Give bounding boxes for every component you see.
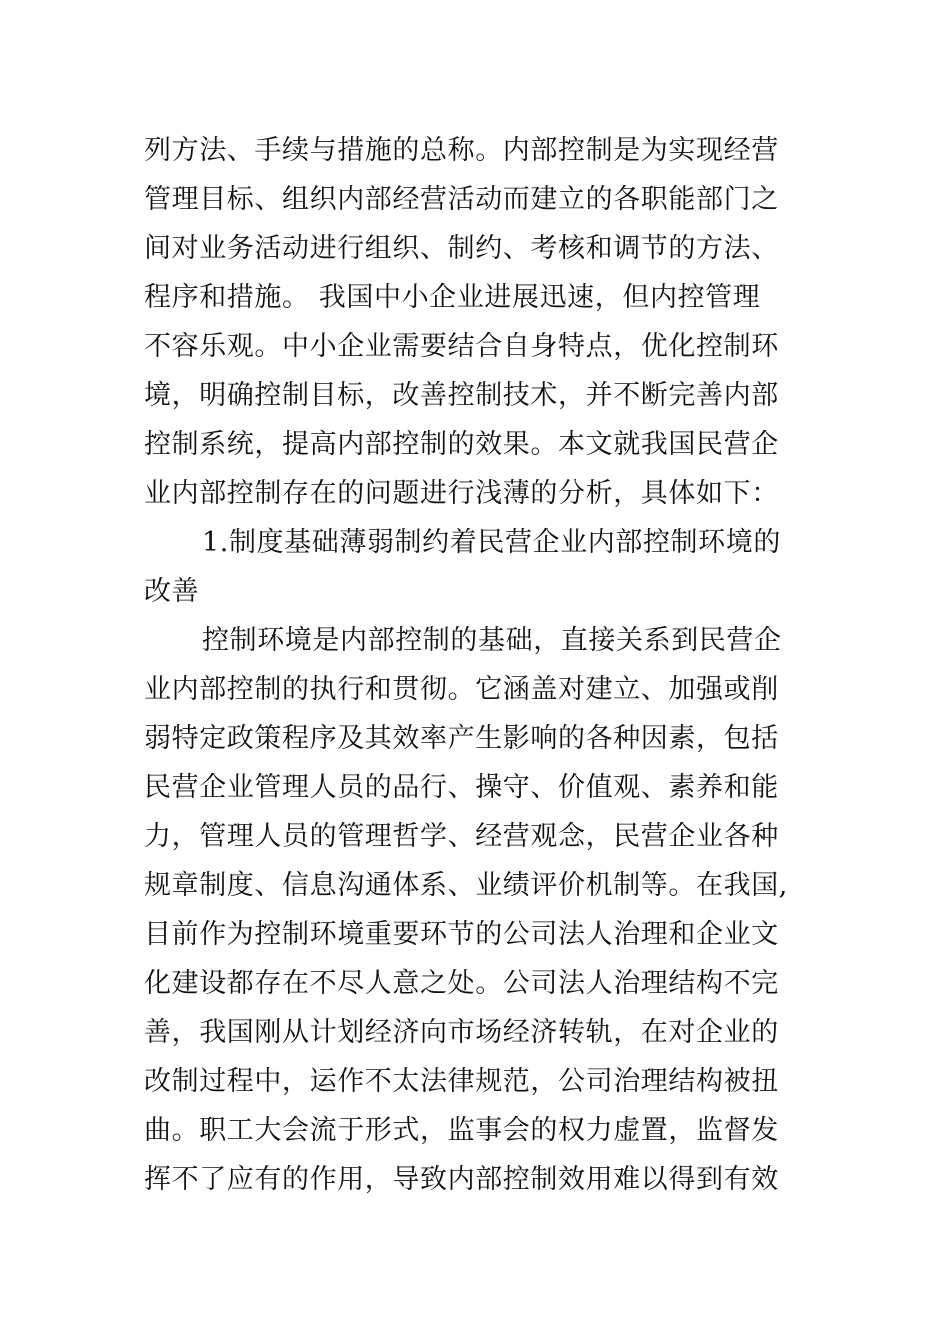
text-line: 业内部控制存在的问题进行浅薄的分析，具体如下： — [144, 478, 779, 509]
text-line: 挥不了应有的作用，导致内部控制效用难以得到有效 — [144, 1164, 779, 1195]
text-line: 规章制度、信息沟通体系、业绩评价机制等。在我国, — [144, 870, 788, 901]
text-line: 控制系统，提高内部控制的效果。本文就我国民营企 — [144, 429, 779, 460]
text-line: 程序和措施。 我国中小企业进展迅速，但内控管理 — [144, 282, 761, 313]
text-line: 化建设都存在不尽人意之处。公司法人治理结构不完 — [144, 968, 779, 999]
text-line: 控制环境是内部控制的基础，直接关系到民营企 — [202, 625, 782, 656]
text-line: 目前作为控制环境重要环节的公司法人治理和企业文 — [144, 919, 779, 950]
text-line: 弱特定政策程序及其效率产生影响的各种因素，包括 — [144, 723, 779, 754]
section-heading-continuation: 改善 — [144, 576, 200, 607]
section-heading: 1.制度基础薄弱制约着民营企业内部控制环境的 — [202, 527, 781, 558]
body-text — [144, 126, 824, 1204]
text-line: 列方法、手续与措施的总称。内部控制是为实现经营 — [144, 135, 779, 166]
text-line: 业内部控制的执行和贯彻。它涵盖对建立、加强或削 — [144, 674, 779, 705]
text-line: 境，明确控制目标，改善控制技术，并不断完善内部 — [144, 380, 779, 411]
text-line: 间对业务活动进行组织、制约、考核和调节的方法、 — [144, 233, 779, 264]
text-line: 民营企业管理人员的品行、操守、价值观、素养和能 — [144, 772, 779, 803]
text-line: 力，管理人员的管理哲学、经营观念，民营企业各种 — [144, 821, 779, 852]
text-line: 不容乐观。中小企业需要结合自身特点，优化控制环 — [144, 331, 779, 362]
text-line: 管理目标、组织内部经营活动而建立的各职能部门之 — [144, 184, 779, 215]
text-line: 改制过程中，运作不太法律规范，公司治理结构被扭 — [144, 1066, 779, 1097]
text-line: 曲。职工大会流于形式，监事会的权力虚置，监督发 — [144, 1115, 779, 1146]
text-line: 善，我国刚从计划经济向市场经济转轨，在对企业的 — [144, 1017, 779, 1048]
